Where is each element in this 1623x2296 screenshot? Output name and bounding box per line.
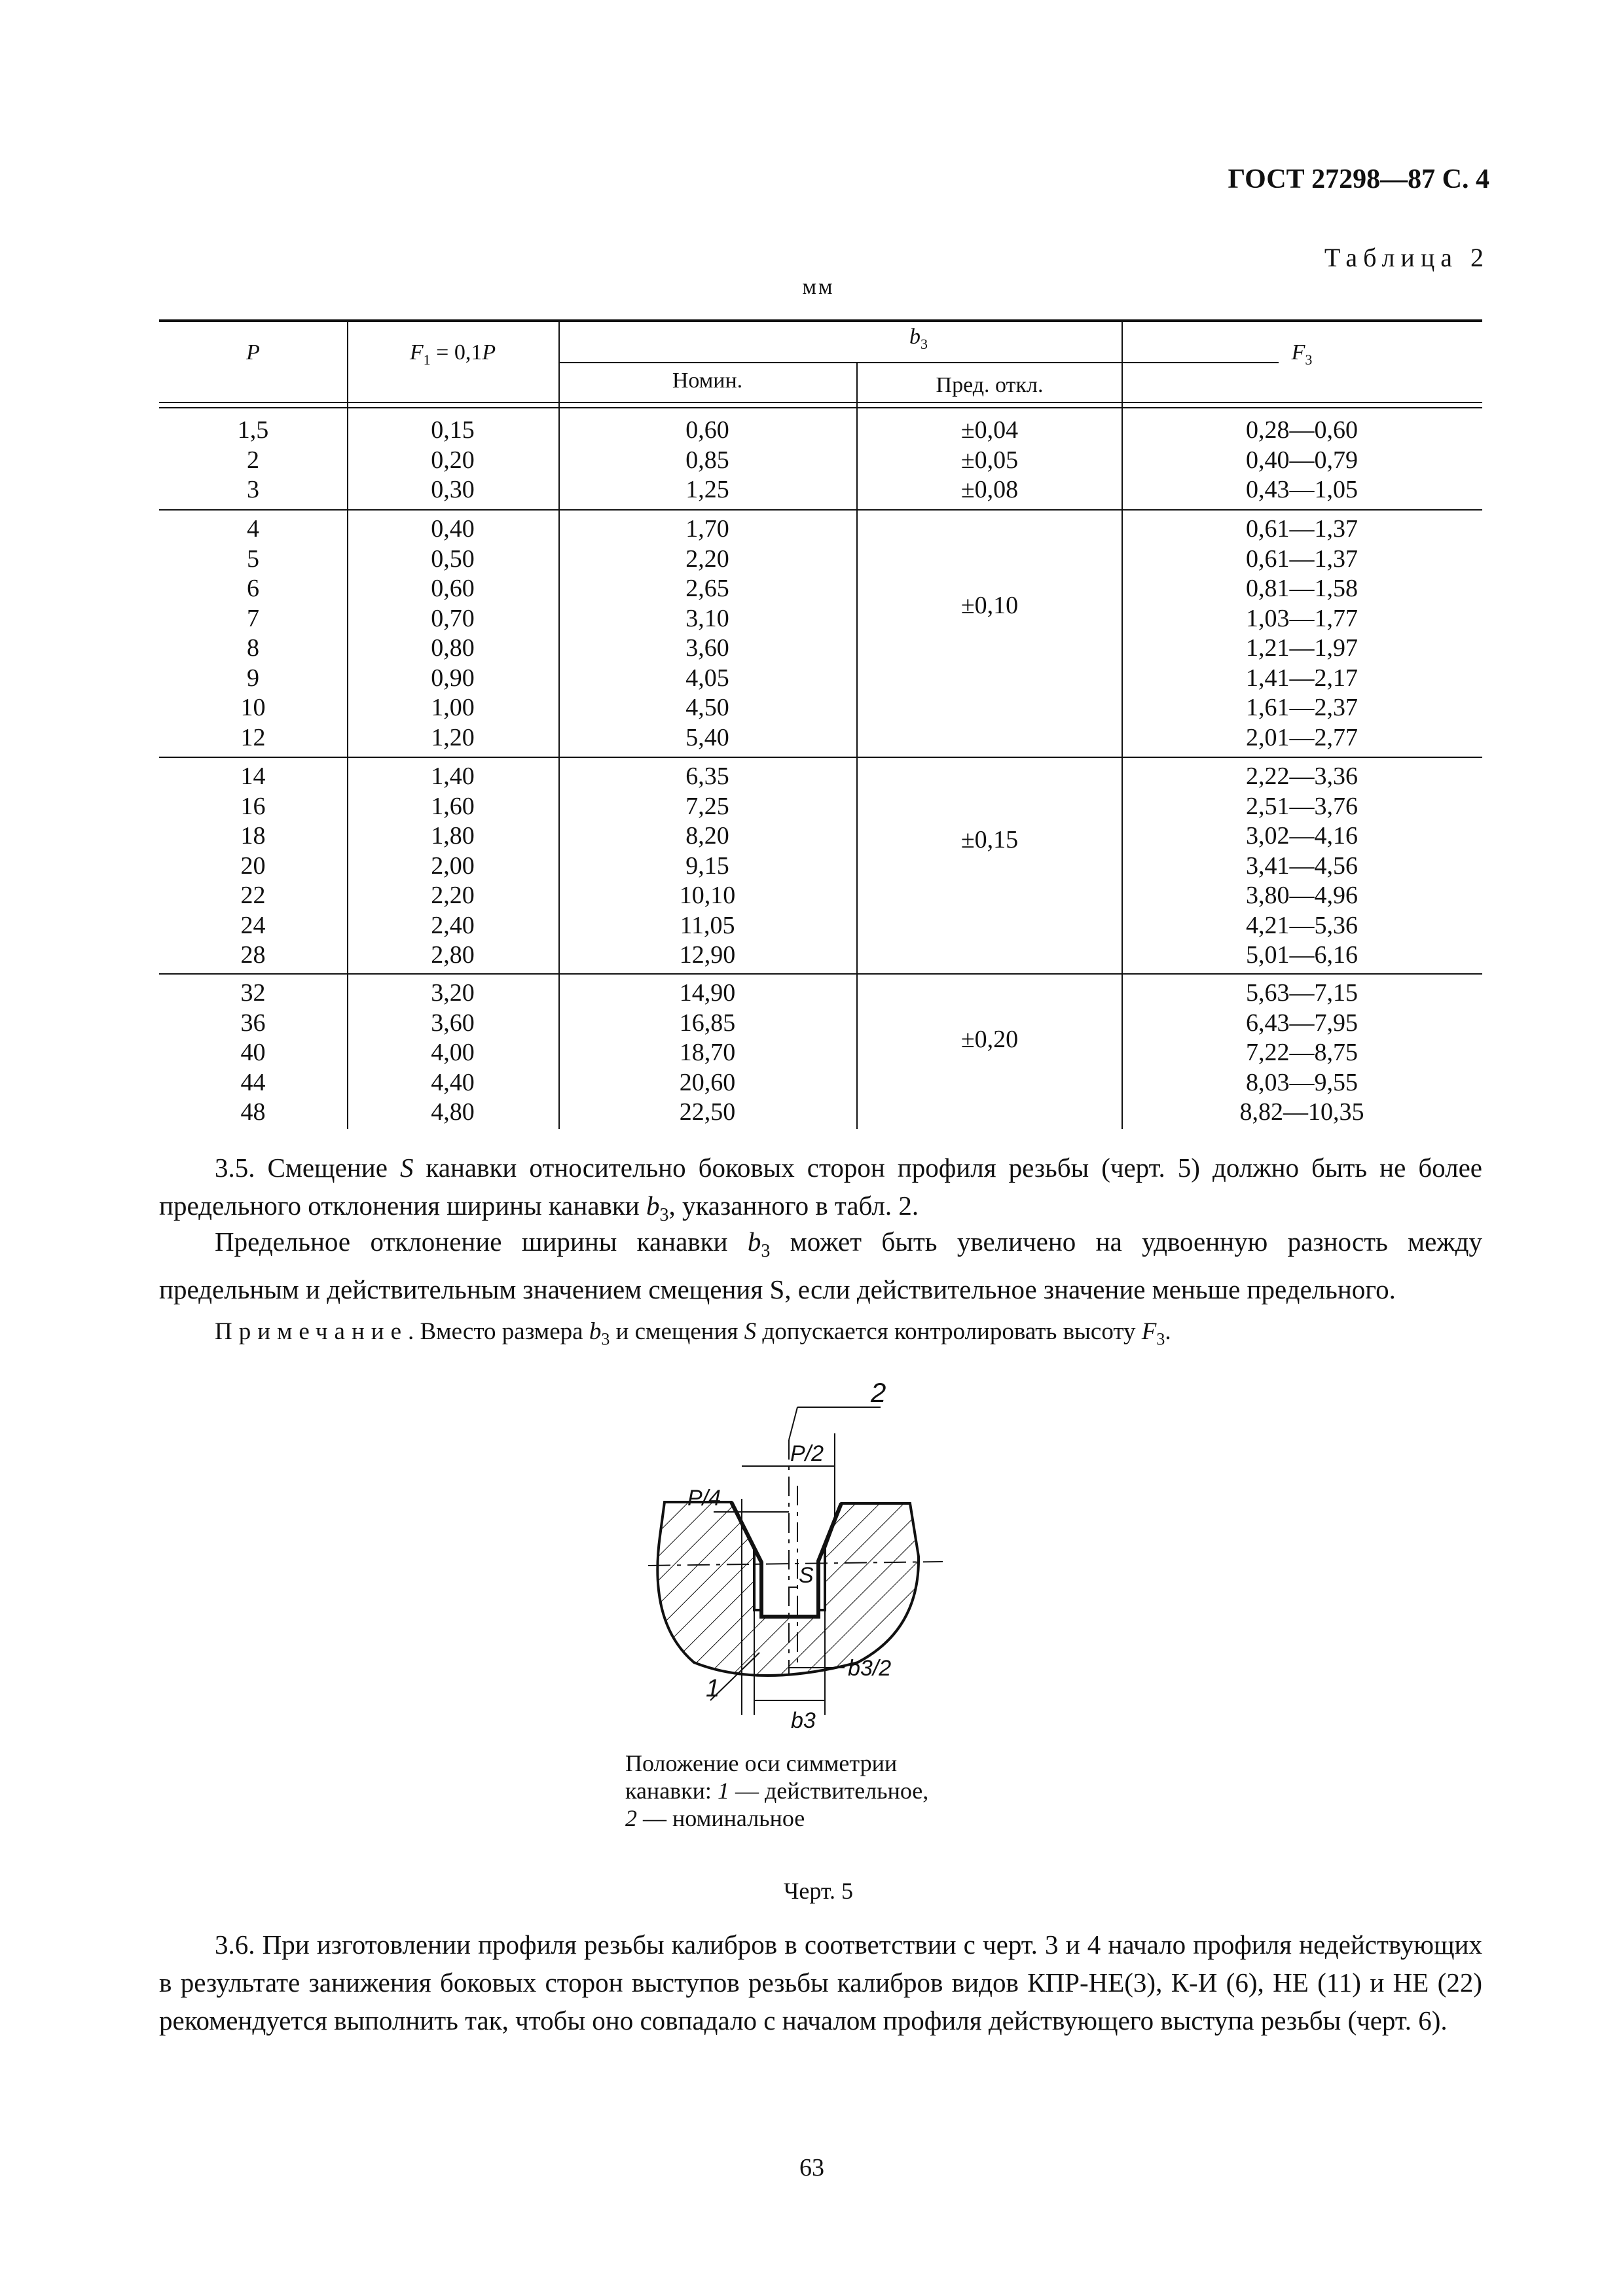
- page-number: 63: [799, 2154, 824, 2181]
- label-b3-half: b3/2: [848, 1656, 892, 1681]
- label-p-quarter: P/4: [687, 1486, 721, 1511]
- b3-nominal-values: 14,90 16,85 18,70 20,60 22,50: [679, 979, 736, 1126]
- document-header: ГОСТ 27298—87 С. 4: [1228, 164, 1489, 194]
- f1-values: 0,40 0,50 0,60 0,70 0,80 0,90 1,00 1,20: [431, 515, 475, 751]
- paragraph-3-6: 3.6. При изготовлении профиля резьбы калибров в соответствии с черт. 3 и 4 начало профиля недействующих в результате занижения боковых сторон выступов резьбы калибров видов КПР-НЕ(3), К-И (6), НЕ (11) и НЕ (22) рекомендуется выполнить так, чтобы оно совпадало с началом профиля действующего выступа резьбы (черт. 6).: [159, 1929, 1482, 2036]
- label-2: 2: [871, 1377, 886, 1408]
- paragraph-3-5: 3.5. Смещение S канавки относительно боковых сторон профиля резьбы (черт. 5) должно быть не более предельного отклонения ширины канавки $b_3$, указанного в табл. 2.: [159, 1153, 1482, 1226]
- b3-nominal-values: 1,70 2,20 2,65 3,10 3,60 4,05 4,50 5,40: [685, 515, 729, 751]
- f1-values: 0,15 0,20 0,30: [431, 416, 475, 503]
- table-unit: мм: [802, 275, 835, 299]
- groove-drawing: [629, 1361, 969, 1733]
- f3-values: 0,28—0,60 0,40—0,79 0,43—1,05: [1246, 416, 1358, 503]
- f1-values: 3,20 3,60 4,00 4,40 4,80: [431, 979, 475, 1126]
- figure-title: Черт. 5: [784, 1878, 853, 1904]
- b3-tolerance-value: ±0,10: [960, 592, 1019, 619]
- label-b3: b3: [791, 1708, 816, 1733]
- b3-tolerance-value: ±0,15: [960, 826, 1019, 853]
- b3-tolerance-value: ±0,20: [960, 1026, 1019, 1053]
- data-table: [159, 319, 1482, 1129]
- f1-values: 1,40 1,60 1,80 2,00 2,20 2,40 2,80: [431, 762, 475, 969]
- f3-values: 0,61—1,37 0,61—1,37 0,81—1,58 1,03—1,77 1,21—1,97 1,41—2,17 1,61—2,37 2,01—2,77: [1246, 515, 1358, 751]
- table-caption: Таблица 2: [1324, 243, 1489, 272]
- f3-values: 5,63—7,15 6,43—7,95 7,22—8,75 8,03—9,55 8,82—10,35: [1239, 979, 1364, 1126]
- header-b3: $b_3$: [909, 325, 928, 352]
- b3-nominal-values: 0,60 0,85 1,25: [685, 416, 729, 503]
- p-values: 4 5 6 7 8 9 10 12: [240, 515, 266, 751]
- note: Примечание. Вместо размера $b_3$ и смещения S допускается контролировать высоту $F_3$.: [215, 1318, 1171, 1349]
- header-tolerance: Пред. откл.: [936, 373, 1044, 397]
- p-values: 1,5 2 3: [237, 416, 269, 503]
- header-p: P: [246, 340, 260, 365]
- figure-caption: Положение оси симметрии канавки: 1 — действительное, 2 — номинальное: [625, 1750, 929, 1831]
- header-f3: $F_3$: [1291, 340, 1313, 368]
- paragraph-tolerance: Предельное отклонение ширины канавки $b_3$ может быть увеличено на удвоенную разность между предельным и действительным значением смещения S, если действительное значение меньше предельного.: [159, 1227, 1482, 1305]
- f3-values: 2,22—3,36 2,51—3,76 3,02—4,16 3,41—4,56 3,80—4,96 4,21—5,36 5,01—6,16: [1246, 762, 1358, 969]
- header-f1: $F_1 = 0,1P$: [409, 340, 496, 368]
- label-s: S: [799, 1563, 814, 1588]
- p-values: 14 16 18 20 22 24 28: [240, 762, 266, 969]
- b3-nominal-values: 6,35 7,25 8,20 9,15 10,10 11,05 12,90: [679, 762, 736, 969]
- header-nominal: Номин.: [672, 368, 743, 393]
- p-values: 32 36 40 44 48: [240, 979, 266, 1126]
- b3-tolerance-values: ±0,04 ±0,05 ±0,08: [960, 416, 1019, 503]
- label-p-half: P/2: [790, 1441, 824, 1466]
- label-1: 1: [706, 1675, 720, 1702]
